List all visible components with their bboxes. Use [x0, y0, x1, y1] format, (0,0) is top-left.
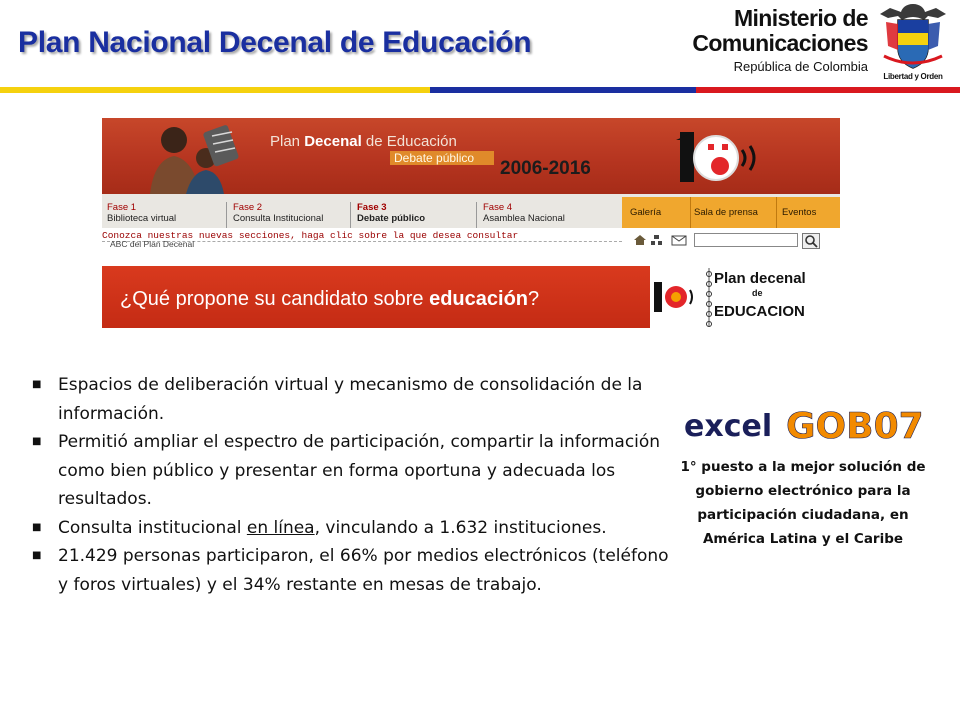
achievements-list [32, 371, 672, 599]
sitemap-icon[interactable] [651, 235, 662, 245]
site-search-input[interactable] [694, 233, 798, 247]
banner-years: 2006-2016 [500, 158, 591, 179]
search-icon [803, 234, 819, 248]
campaign-banner-text: ¿Qué propone su candidato sobre educación? [120, 288, 540, 310]
list-item: ■ 21.429 personas participaron, el 66% por medios electrónicos (teléfono y foros virtuales) y el 34% restante en mesas de trabajo. [32, 546, 669, 595]
flag-bar-red [696, 87, 960, 93]
tab-divider [350, 202, 351, 228]
list-item: ■ Permitió ampliar el espectro de participación, compartir la información como bien público y presentar en forma oportuna y adecuada los resultados. [32, 432, 661, 509]
nav-divider [776, 197, 777, 228]
website-screenshot [102, 118, 840, 328]
ministry-line3: República de Colombia [733, 59, 868, 74]
nav-sala-de-prensa[interactable]: Sala de prensa [694, 207, 758, 218]
ministry-name [690, 6, 868, 76]
mail-icon[interactable] [672, 236, 686, 245]
toolbar-icons [632, 233, 690, 247]
ministry-line1: Ministerio de [733, 5, 868, 31]
bullet-square-icon: ■ [32, 550, 42, 561]
ticker-subtext: ABC del Plan Decenal [110, 239, 195, 249]
nav-eventos[interactable]: Eventos [782, 207, 817, 218]
banner-plan-title: Plan Decenal de Educación [270, 133, 457, 150]
logo-text-gob: GOB07 [786, 406, 924, 444]
plan-logo-line1: Plan decenal [714, 270, 806, 287]
motto-text: Libertad y Orden [883, 72, 943, 81]
plan-logo-line3: EDUCACION [714, 303, 805, 320]
nav-galeria[interactable]: Galería [630, 207, 662, 218]
list-item: ■ Consulta institucional en línea, vinculando a 1.632 instituciones. [32, 517, 607, 538]
list-item: ■ Espacios de deliberación virtual y mecanismo de consolidación de la información. [32, 375, 643, 424]
home-icon[interactable] [634, 235, 646, 245]
ten-years-logo-icon [674, 126, 764, 188]
flag-bar-yellow [0, 87, 430, 93]
nav-divider [690, 197, 691, 228]
tab-divider [476, 202, 477, 228]
bullet-square-icon: ■ [32, 379, 42, 390]
excelgob-logo [682, 398, 932, 444]
banner-debate-label: Debate público [390, 151, 494, 165]
news-ticker[interactable]: Conozca nuestras nuevas secciones, haga clic sobre la que desea consultar [102, 230, 622, 242]
tab-fase-1[interactable]: Fase 1 Biblioteca virtual [107, 202, 177, 224]
ministry-line2: Comunicaciones [692, 30, 868, 56]
search-button[interactable] [802, 233, 820, 249]
page-title: Plan Nacional Decenal de Educación [18, 26, 532, 59]
logo-text-excel: excel [684, 409, 773, 444]
award-description: 1° puesto a la mejor solución de gobierno electrónico para la participación ciudadana, en América Latina y el Caribe [680, 459, 926, 547]
online-link[interactable]: en línea [246, 517, 315, 538]
children-photo [120, 118, 240, 194]
bullet-square-icon: ■ [32, 436, 42, 447]
tab-fase-2[interactable]: Fase 2 Consulta Institucional [233, 202, 324, 224]
tab-fase-4[interactable]: Fase 4 Asamblea Nacional [483, 202, 565, 224]
tab-fase-3[interactable]: Fase 3 Debate público [357, 202, 426, 224]
tab-divider [226, 202, 227, 228]
bullet-square-icon: ■ [32, 521, 42, 533]
ten-logo-small-icon [650, 266, 700, 328]
plan-logo-line2: de [752, 288, 763, 298]
flag-bar-blue [430, 87, 696, 93]
